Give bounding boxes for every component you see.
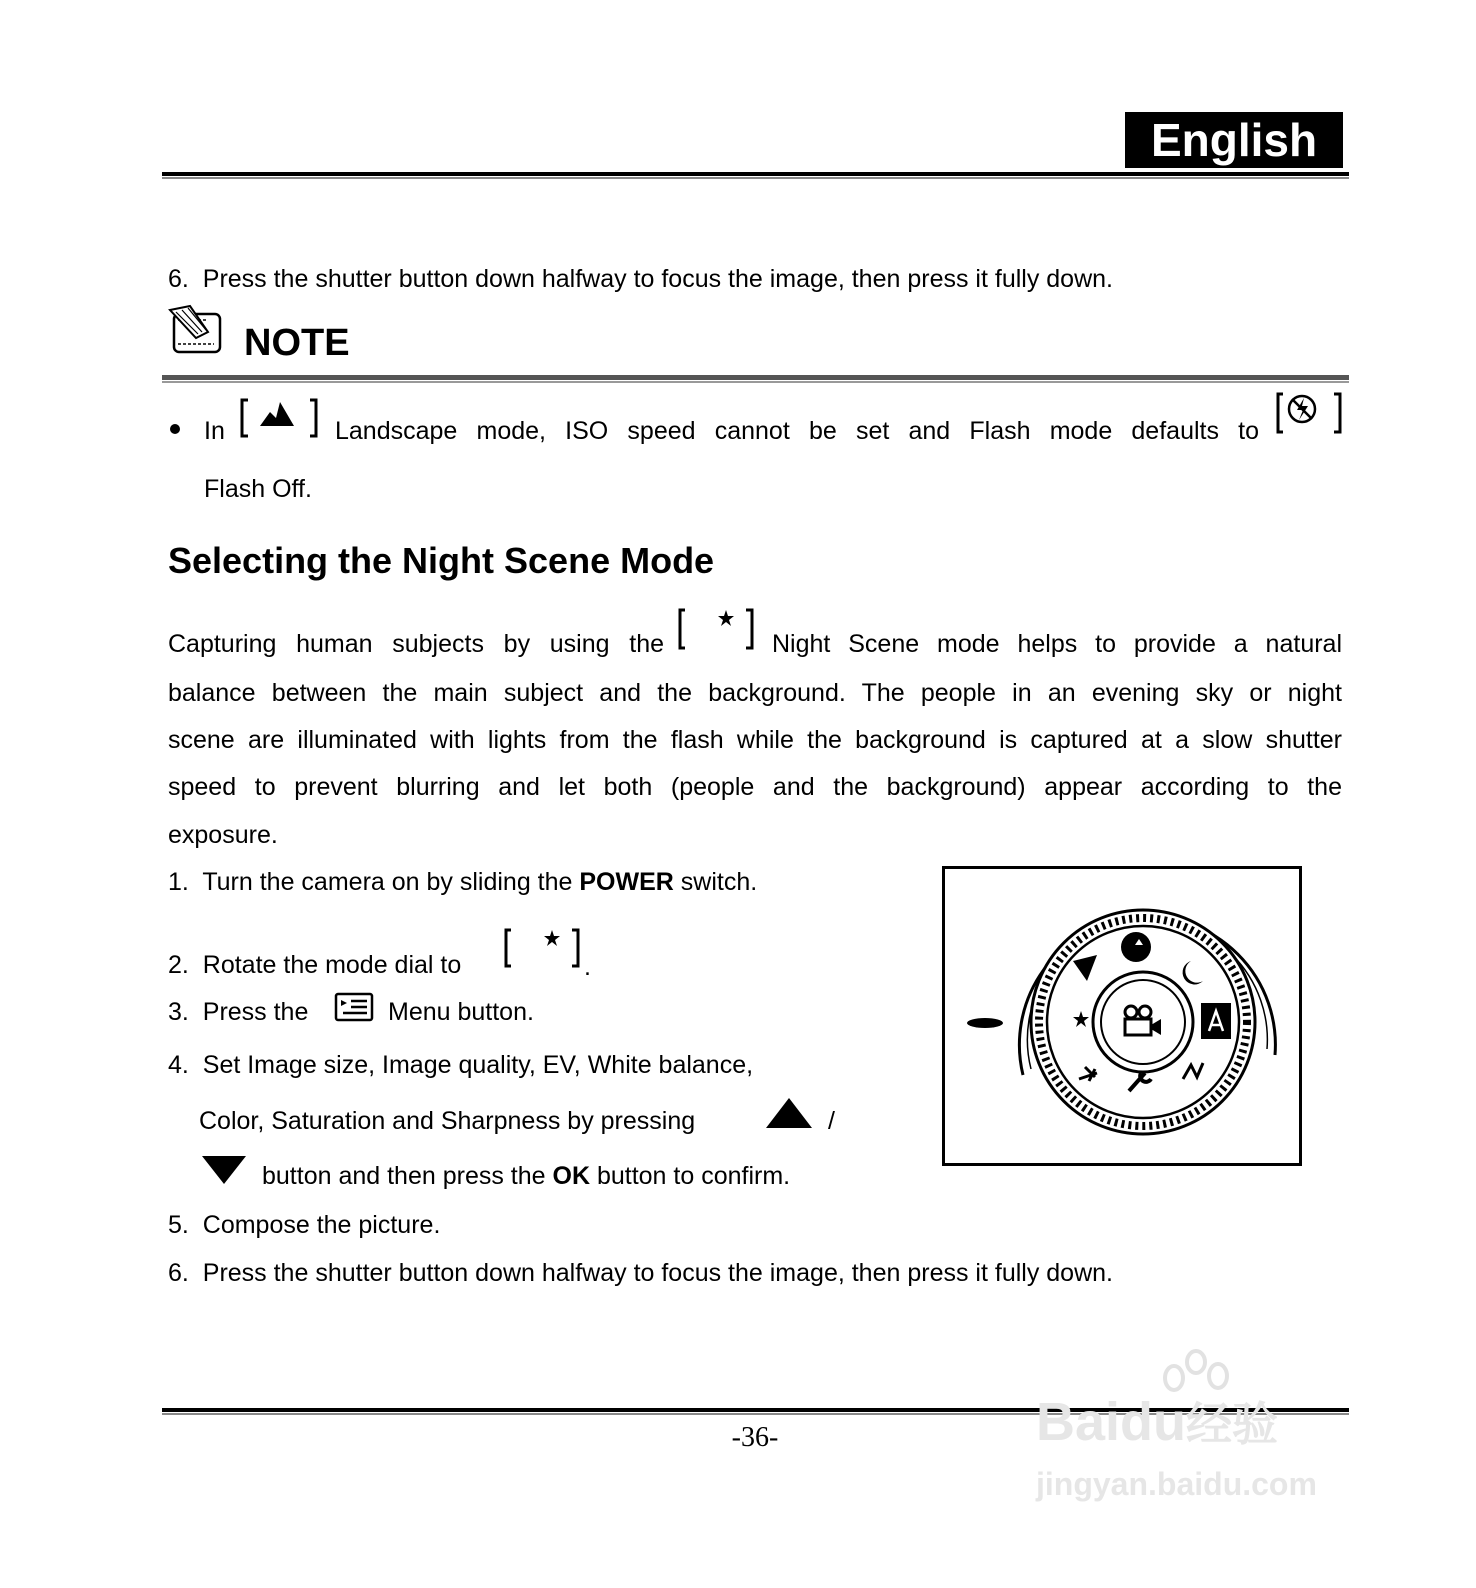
language-tab: English <box>1125 112 1343 168</box>
step-4-line-3b: button to confirm. <box>596 1162 791 1190</box>
header-rule-shadow <box>162 177 1349 179</box>
mode-dial-illustration <box>942 866 1302 1166</box>
watermark-cn: 经验 <box>1186 1398 1279 1450</box>
note-pad-icon <box>168 304 224 356</box>
step-5 <box>168 1210 440 1240</box>
bullet-dot <box>170 424 180 434</box>
step-6-number: 6. <box>168 1259 189 1287</box>
night-scene-icon <box>674 606 762 654</box>
watermark-brand-b: du <box>1120 1392 1187 1452</box>
step-6-text: Press the shutter button down halfway to focus the image, then press it fully down. <box>202 1259 1113 1287</box>
step-4-line-1: Set Image size, Image quality, EV, White balance, <box>202 1051 754 1079</box>
down-arrow-icon <box>200 1154 248 1186</box>
step-2-number: 2. <box>168 951 189 979</box>
paragraph-line-4: speed to prevent blurring and let both (people and the background) appear according to the <box>168 773 1342 801</box>
step-3-number: 3. <box>168 998 189 1026</box>
step-1 <box>168 867 757 897</box>
step-6-top-number: 6. <box>168 265 189 293</box>
step-1-text-a: Turn the camera on by sliding the <box>202 868 573 896</box>
watermark-url: jingyan.baidu.com <box>1036 1466 1317 1502</box>
step-2 <box>168 950 461 980</box>
watermark-brand <box>1036 1392 1278 1454</box>
note-title: NOTE <box>244 322 350 364</box>
night-scene-icon-step <box>500 926 586 974</box>
step-4-number: 4. <box>168 1051 189 1079</box>
step-6-top-text: Press the shutter button down halfway to focus the image, then press it fully down. <box>202 265 1113 293</box>
ok-label: OK <box>552 1162 590 1190</box>
step-5-number: 5. <box>168 1211 189 1239</box>
note-rule-shadow <box>162 381 1349 383</box>
paragraph-line-1b: Night Scene mode helps to provide a natural <box>772 630 1342 658</box>
step-4-line-2: Color, Saturation and Sharpness by pressing <box>199 1107 696 1135</box>
up-arrow-icon <box>764 1096 814 1130</box>
mode-dial-icon <box>945 869 1299 1163</box>
step-4-slash: / <box>828 1107 835 1135</box>
note-bullet-text: Landscape mode, ISO speed cannot be set and Flash mode defaults to <box>335 417 1259 445</box>
flash-off-icon <box>1274 390 1344 436</box>
note-bullet-in: In <box>204 417 225 445</box>
header-rule <box>162 172 1349 176</box>
paragraph-line-3: scene are illuminated with lights from the flash while the background is captured at a slow shutter <box>168 726 1342 754</box>
menu-button-icon <box>334 992 374 1022</box>
step-2-text: Rotate the mode dial to <box>202 951 462 979</box>
step-3-text-a: Press the <box>202 998 309 1026</box>
step-4-line-3a: button and then press the <box>262 1162 546 1190</box>
note-bullet-end: Flash Off. <box>204 475 312 503</box>
note-rule <box>162 375 1349 380</box>
section-heading: Selecting the Night Scene Mode <box>168 540 715 581</box>
step-2-period: . <box>584 953 591 981</box>
paragraph-line-2: balance between the main subject and the background. The people in an evening sky or night <box>168 679 1342 707</box>
watermark-brand-a: Bai <box>1036 1392 1121 1452</box>
paragraph-line-5: exposure. <box>168 821 278 849</box>
step-3-text-b: Menu button. <box>388 998 534 1026</box>
step-1-text-b: switch. <box>680 868 758 896</box>
step-6 <box>168 1258 1113 1288</box>
step-1-number: 1. <box>168 868 189 896</box>
step-4-line-3 <box>262 1161 790 1191</box>
landscape-mode-icon <box>238 396 320 440</box>
step-5-text: Compose the picture. <box>202 1211 441 1239</box>
page-number: -36- <box>731 1422 779 1453</box>
step-4 <box>168 1050 753 1080</box>
paragraph-line-1a: Capturing human subjects by using the <box>168 630 664 658</box>
step-3 <box>168 997 308 1027</box>
power-label: POWER <box>579 868 674 896</box>
step-6-top <box>168 264 1113 294</box>
